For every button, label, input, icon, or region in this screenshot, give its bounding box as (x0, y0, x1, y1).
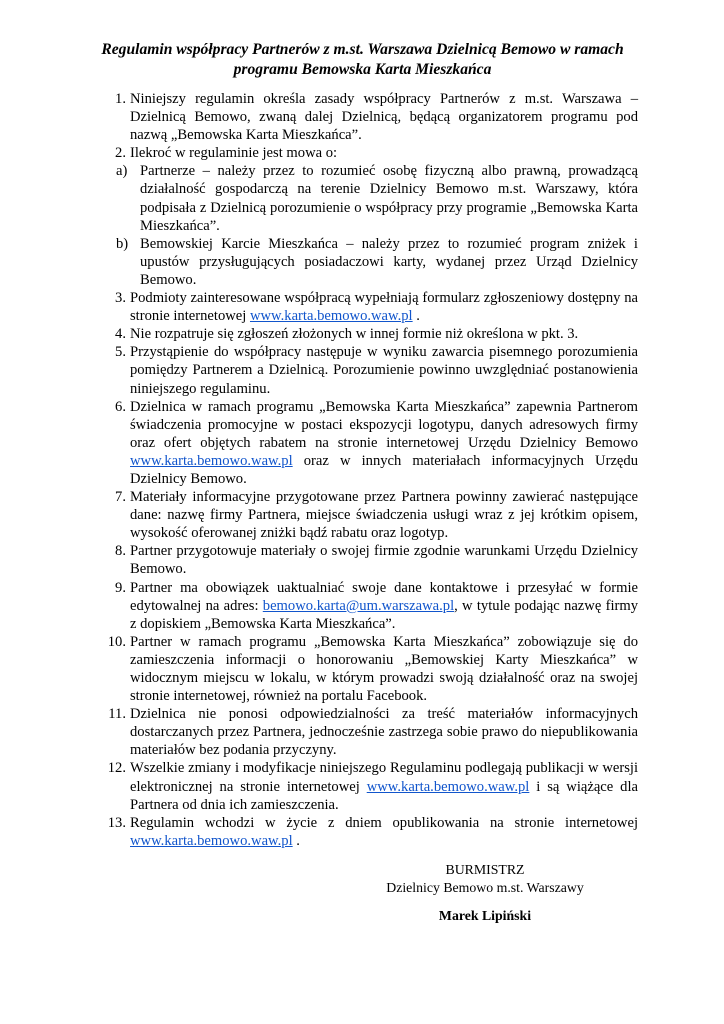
item-text: Partner w ramach programu „Bemowska Karta Mieszkańca” zobowiązuje się do zamieszczenia informacji o honorowaniu „Bemowskiej Karty Mieszkańca” w widocznym miejscu w lokalu, w którym prowadzi swoją działalność oraz na swojej stronie internetowej, również na portalu Facebook. (130, 633, 638, 705)
item-number: 7. (115, 489, 126, 506)
list-item-13 (98, 814, 638, 850)
list-item-3 (98, 289, 638, 325)
item-text-end: . (412, 308, 420, 325)
item-number: 9. (115, 579, 126, 596)
item-number: 12. (107, 760, 126, 777)
document-title (80, 40, 645, 80)
item-number: 3. (115, 290, 126, 307)
email-link[interactable]: bemowo.karta@um.warszawa.pl (262, 597, 455, 614)
item-number: 13. (107, 814, 126, 831)
item-text: Nie rozpatruje się zgłoszeń złożonych w innej formie niż określona w pkt. 3. (130, 326, 579, 343)
list-item-10 (98, 633, 638, 705)
sub-item-letter: a) (116, 163, 128, 180)
item-number: 4. (115, 326, 126, 343)
title-line-1: Regulamin współpracy Partnerów z m.st. Warszawa Dzielnicą Bemowo w ramach (101, 41, 624, 58)
item-text: Niniejszy regulamin określa zasady współpracy Partnerów z m.st. Warszawa – Dzielnicą Bemowo, zwaną dalej Dzielnicą, będącą organizatorem programu pod nazwą „Bemowska Karta Mieszkańca”. (130, 91, 638, 144)
item-text-end: , w tytule podając nazwę firmy z dopiskiem „Bemowska Karta Mieszkańca”. (130, 597, 639, 632)
item-text-end: oraz w innych materiałach informacyjnych Urzędu Dzielnicy Bemowo. (130, 452, 638, 487)
sub-item-b (98, 235, 638, 289)
sub-item-a (98, 162, 638, 234)
signature-organization: Dzielnicy Bemowo m.st. Warszawy (386, 880, 584, 895)
list-item-1 (98, 90, 638, 144)
item-text: Partner ma obowiązek uaktualniać swoje dane kontaktowe i przesyłać w formie edytowalnej na adres: (130, 579, 638, 614)
item-text-end: i są wiążące dla Partnera od dnia ich zamieszczenia. (130, 778, 638, 813)
signature-title: BURMISTRZ (445, 862, 525, 877)
list-item-7 (98, 488, 638, 542)
website-link[interactable]: www.karta.bemowo.waw.pl (249, 308, 413, 325)
item-number: 11. (108, 706, 126, 723)
item-text: Dzielnica nie ponosi odpowiedzialności za treść materiałów informacyjnych dostarczanych przez Partnera, jednocześnie zastrzega sobie prawo do niepublikowania materiałów bez podania przyczyny. (130, 706, 638, 759)
sub-item-text: Partnerze – należy przez to rozumieć osobę fizyczną albo prawną, prowadzącą działalność gospodarczą na terenie Dzielnicy Bemowo m.st. Warszawy, która podpisała z Dzielnicą porozumienie o współpracy przy programie „Bemowska Karta Mieszkańca”. (140, 163, 638, 234)
item-text: Regulamin wchodzi w życie z dniem opublikowania na stronie internetowej (130, 814, 638, 831)
item-text-end: . (292, 832, 300, 849)
list-item-12 (98, 759, 638, 813)
item-number: 5. (115, 344, 126, 361)
sub-item-text: Bemowskiej Karcie Mieszkańca – należy przez to rozumieć program zniżek i upustów przysługujących posiadaczowi karty, wydanej przez Urząd Dzielnicy Bemowo. (140, 235, 638, 288)
item-text: Ilekroć w regulaminie jest mowa o: (130, 145, 338, 162)
title-line-2: programu Bemowska Karta Mieszkańca (233, 61, 492, 78)
item-text: Partner przygotowuje materiały o swojej firmie zgodnie warunkami Urzędu Dzielnicy Bemowo. (130, 543, 638, 578)
list-item-5 (98, 343, 638, 397)
item-text: Przystąpienie do współpracy następuje w wyniku zawarcia pisemnego porozumienia pomiędzy Partnerem a Dzielnicą. Porozumienie powinno uwzględniać postanowienia niniejszego regulaminu. (130, 344, 638, 397)
website-link[interactable]: www.karta.bemowo.waw.pl (366, 778, 530, 795)
website-link[interactable]: www.karta.bemowo.waw.pl (130, 452, 293, 469)
item-text: Podmioty zainteresowane współpracą wypełniają formularz zgłoszeniowy dostępny na stronie internetowej (130, 290, 638, 325)
signature-name: Marek Lipiński (438, 908, 532, 923)
list-item-9 (98, 579, 638, 633)
list-item-2 (98, 144, 638, 162)
item-number: 8. (115, 543, 126, 560)
item-text: Materiały informacyjne przygotowane przez Partnera powinny zawierać następujące dane: nazwę firmy Partnera, miejsce świadczenia usługi wraz z jej krótkim opisem, wysokość oferowanej zniżki bądź rabatu oraz logotyp. (130, 489, 638, 542)
website-link[interactable]: www.karta.bemowo.waw.pl (130, 832, 293, 849)
list-item-11 (98, 705, 638, 759)
list-item-4 (98, 325, 638, 343)
list-item-8 (98, 542, 638, 578)
item-text: Dzielnica w ramach programu „Bemowska Karta Mieszkańca” zapewnia Partnerom świadczenia promocyjne w postaci ekspozycji logotypu, danych adresowych firmy oraz ofert objętych rabatem na stronie internetowej Urzędu Dzielnicy Bemowo (130, 398, 638, 451)
sub-item-letter: b) (116, 235, 129, 252)
regulation-list (98, 90, 638, 850)
item-number: 6. (115, 398, 126, 415)
list-item-6 (98, 398, 638, 488)
item-number: 1. (115, 91, 126, 107)
item-number: 10. (107, 633, 126, 650)
item-number: 2. (115, 145, 126, 162)
item-text: Wszelkie zmiany i modyfikacje niniejszego Regulaminu podlegają publikacji w wersji elektronicznej na stronie internetowej (130, 760, 638, 795)
